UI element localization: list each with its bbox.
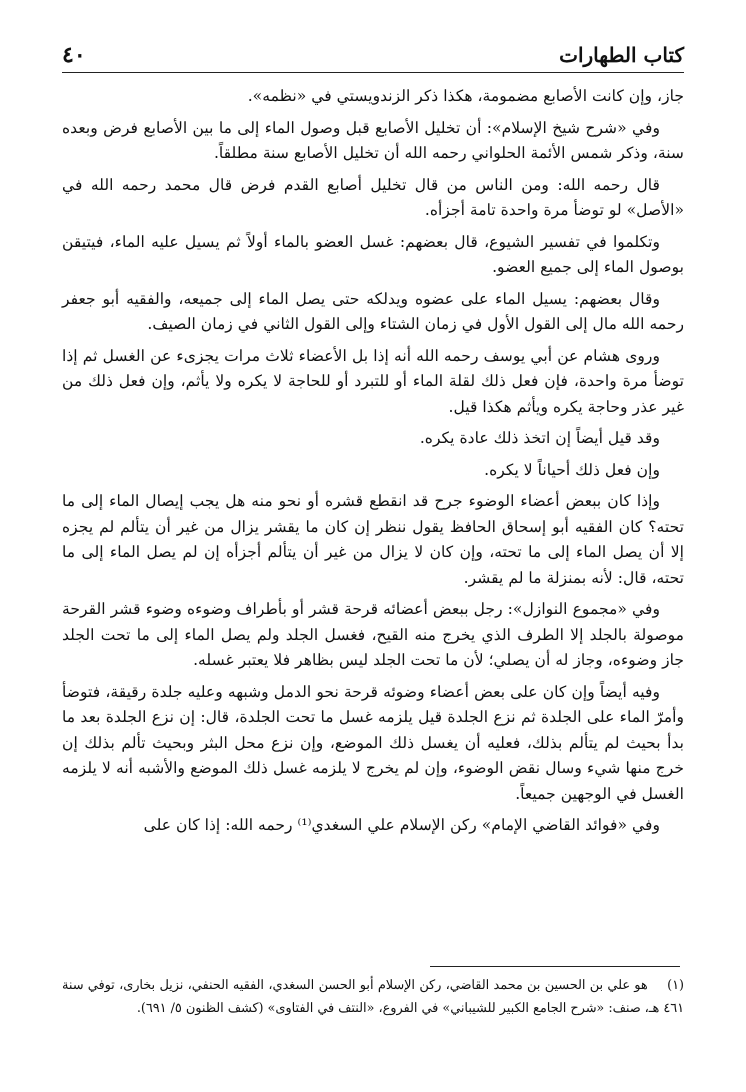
footnote-divider: [430, 966, 680, 967]
paragraph: جاز، وإن كانت الأصابع مضمومة، هكذا ذكر الزندويستي في «نظمه».: [247, 87, 684, 105]
paragraph: وفي «مجموع النوازل»: رجل ببعض أعضائه قرحة قشر أو بأطراف وضوءه وضوء قشر القرحة موصولة بالجلد إلا الطرف الذي يخرج منه القيح، فغسل الجلد ولم يصل الماء إلى ما تحت الجلد جاز وضوءه، وجاز له أن يصلي؛ لأن ما تحت الجلد ليس بظاهر فلا يعتبر غسله.: [62, 600, 684, 669]
paragraph: وفيه أيضاً وإن كان على بعض أعضاء وضوئه قرحة نحو الدمل وشبهه وعليه جلدة رقيقة، فتوضأ وأمرّ الماء على الجلدة ثم نزع الجلدة قيل يلزمه غسل ما تحت الجلدة، قال: إن نزع الجلدة بعد ما بدأ بحيث لم يتألم بذلك، فعليه أن يغسل ذلك الموضع، وإن نزع محل البثر وبحيث تألم بذلك إن خرج منها شيء وسال نقض الوضوء، وإن لم يخرج لا يلزمه غسل ذلك الموضع والأشبه أنه لا يلزمه الغسل في الوجهين جميعاً.: [62, 682, 684, 803]
paragraph: قال رحمه الله: ومن الناس من قال تخليل أصابع القدم فرض قال محمد رحمه الله في «الأصل» لو توضأ مرة واحدة تامة أجزأه.: [62, 175, 684, 219]
paragraph: وإن فعل ذلك أحياناً لا يكره.: [484, 460, 660, 479]
paragraph: وتكلموا في تفسير الشيوع، قال بعضهم: غسل العضو بالماء أولاً ثم يسيل عليه الماء، فيتيقن بوصول الماء إلى جميع العضو.: [62, 232, 684, 276]
book-title: كتاب الطهارات: [559, 43, 684, 67]
paragraph: وقد قيل أيضاً إن اتخذ ذلك عادة يكره.: [419, 429, 660, 447]
running-header: [62, 38, 684, 73]
paragraph: وروى هشام عن أبي يوسف رحمه الله أنه إذا بل الأعضاء ثلاث مرات يجزىء عن الغسل ثم إذا توضأ مرة واحدة، فإن فعل ذلك لقلة الماء أو للتبرد أو للحاجة لا يكره ولا يأثم، وإن فعل ذلك من غير عذر وحاجة يكره ويأثم هكذا قيل.: [62, 346, 684, 416]
page-number: ٤٠: [62, 42, 86, 68]
paragraph: وفي «فوائد القاضي الإمام» ركن الإسلام علي السغدي⁽¹⁾ رحمه الله: إذا كان على: [143, 816, 660, 834]
footnote: [62, 974, 684, 1020]
paragraph: وإذا كان ببعض أعضاء الوضوء جرح قد انقطع قشره أو نحو منه هل يجب إيصال الماء إلى ما تحته؟ كان الفقيه أبو إسحاق الحافظ يقول ننظر إن كان ما يقشر يزال من غير أن يتألم لم يجزه إلا أن يصل الماء إلى ما تحته، وإن كان لا يزال من غير أن يتألم أجزأه إن لم يصل الماء إلى ما تحته، قال: لأنه بمنزلة ما لم يقشر.: [62, 492, 684, 587]
footnote-marker: (١): [667, 978, 684, 993]
paragraph: وفي «شرح شيخ الإسلام»: أن تخليل الأصابع قبل وصول الماء إلى ما بين الأصابع فرض وبعده سنة، وذكر شمس الأئمة الحلواني رحمه الله أن تخليل الأصابع سنة مطلقاً.: [62, 118, 684, 162]
paragraph: وقال بعضهم: يسيل الماء على عضوه ويدلكه حتى يصل الماء إلى جميعه، والفقيه أبو جعفر رحمه الله مال إلى القول الأول في زمان الشتاء وإلى القول الثاني في زمان الصيف.: [62, 289, 684, 333]
main-text: [62, 84, 684, 845]
footnote-text: هو علي بن الحسين بن محمد القاضي، ركن الإسلام أبو الحسن السغدي، الفقيه الحنفي، نزيل بخارى، توفي سنة ٤٦١ هـ، صنف: «شرح الجامع الكبير للشيباني» في الفروع، «النتف في الفتاوى» (كشف الظنون ٥/ ٦٩١).: [62, 978, 684, 1016]
